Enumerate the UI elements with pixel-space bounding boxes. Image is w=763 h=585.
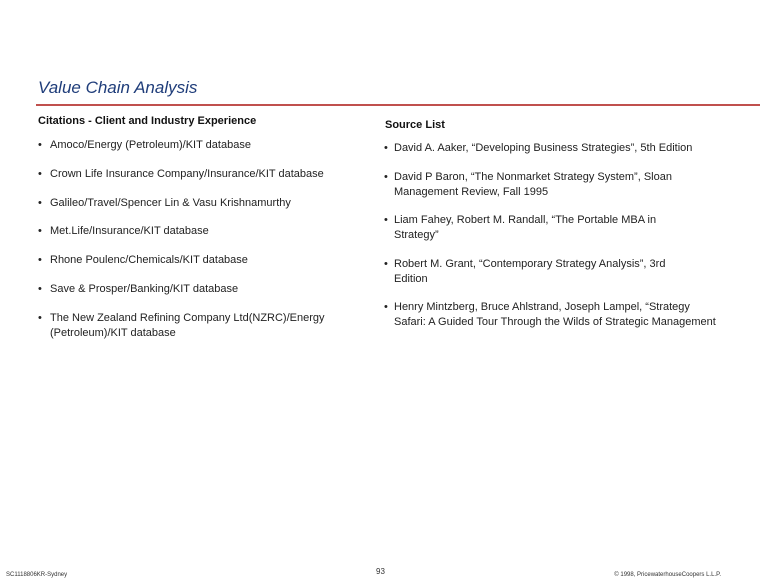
list-item bbox=[38, 224, 368, 239]
bullet-icon: • bbox=[384, 171, 388, 183]
page-number: 93 bbox=[376, 567, 385, 576]
bullet-icon: • bbox=[38, 225, 42, 237]
list-item bbox=[38, 167, 368, 182]
bullet-icon: • bbox=[384, 142, 388, 154]
list-item bbox=[384, 300, 724, 330]
bullet-icon: • bbox=[384, 214, 388, 226]
sources-heading: Source List bbox=[385, 119, 445, 131]
citation-text: The New Zealand Refining Company Ltd(NZRC)/Energy (Petroleum)/KIT database bbox=[50, 312, 325, 339]
list-item bbox=[38, 253, 368, 268]
bullet-icon: • bbox=[38, 283, 42, 295]
source-text: Liam Fahey, Robert M. Randall, “The Portable MBA in Strategy” bbox=[394, 214, 657, 241]
bullet-icon: • bbox=[38, 312, 42, 324]
citation-text: Amoco/Energy (Petroleum)/KIT database bbox=[50, 139, 251, 151]
footer-code: SC1118806KR-Sydney bbox=[6, 572, 68, 578]
bullet-icon: • bbox=[384, 258, 388, 270]
list-item bbox=[384, 213, 674, 243]
citation-text: Save & Prosper/Banking/KIT database bbox=[50, 283, 239, 295]
bullet-icon: • bbox=[38, 168, 42, 180]
bullet-icon: • bbox=[38, 254, 42, 266]
citations-heading: Citations - Client and Industry Experience bbox=[38, 115, 257, 127]
source-text: Henry Mintzberg, Bruce Ahlstrand, Joseph Lampel, “Strategy Safari: A Guided Tour Through the Wilds of Strategic Management bbox=[394, 301, 716, 328]
title-divider bbox=[36, 104, 760, 106]
list-item bbox=[38, 311, 358, 341]
citation-text: Crown Life Insurance Company/Insurance/KIT database bbox=[50, 168, 324, 180]
list-item bbox=[384, 170, 674, 200]
bullet-icon: • bbox=[38, 139, 42, 151]
list-item bbox=[38, 196, 368, 211]
source-text: David A. Aaker, “Developing Business Strategies”, 5th Edition bbox=[394, 142, 693, 154]
source-text: David P Baron, “The Nonmarket Strategy System”, Sloan Management Review, Fall 1995 bbox=[394, 171, 672, 198]
bullet-icon: • bbox=[384, 301, 388, 313]
footer-copyright: © 1998, PricewaterhouseCoopers L.L.P. bbox=[614, 572, 721, 578]
citation-text: Met.Life/Insurance/KIT database bbox=[50, 225, 209, 237]
list-item bbox=[38, 282, 368, 297]
citation-text: Galileo/Travel/Spencer Lin & Vasu Krishnamurthy bbox=[50, 197, 291, 209]
list-item bbox=[384, 141, 724, 156]
page-title: Value Chain Analysis bbox=[38, 78, 198, 97]
bullet-icon: • bbox=[38, 197, 42, 209]
list-item bbox=[38, 138, 368, 153]
source-text: Robert M. Grant, “Contemporary Strategy Analysis”, 3rd Edition bbox=[394, 258, 666, 285]
list-item bbox=[384, 257, 684, 287]
citation-text: Rhone Poulenc/Chemicals/KIT database bbox=[50, 254, 248, 266]
